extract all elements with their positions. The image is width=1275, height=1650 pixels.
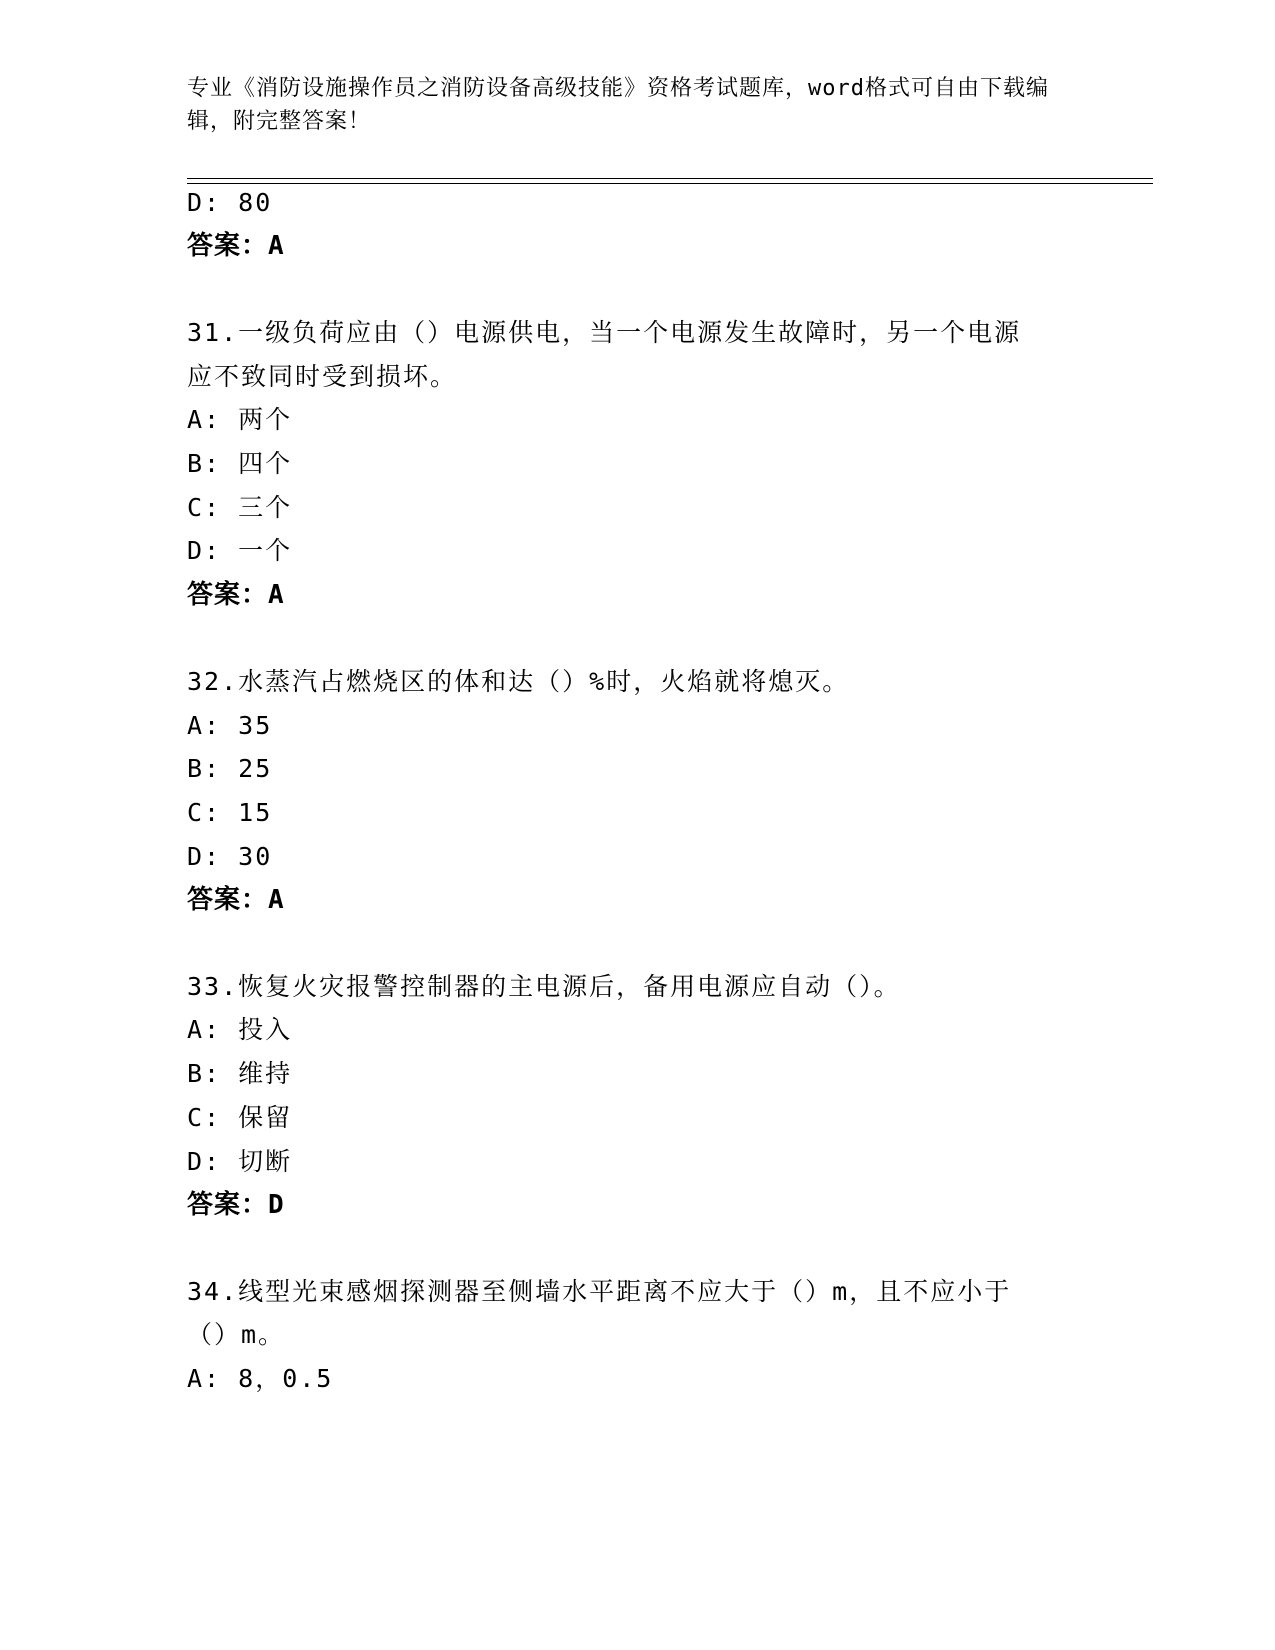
answer-label: 答案：: [187, 885, 269, 915]
header-rule-bottom: [187, 183, 1153, 184]
question-33-stem-line-1: 33.恢复火灾报警控制器的主电源后，备用电源应自动（）。: [187, 972, 901, 1001]
answer-label: 答案：: [187, 580, 269, 610]
question-31-answer: [187, 578, 285, 612]
question-31-stem-line-2: 应不致同时受到损坏。: [187, 362, 458, 391]
question-33-answer: [187, 1188, 285, 1222]
document-header: 专业《消防设施操作员之消防设备高级技能》资格考试题库，word格式可自由下载编辑，附完整答案！: [187, 76, 1049, 134]
question-31-stem-line-1: 31.一级负荷应由（）电源供电，当一个电源发生故障时，另一个电源: [187, 318, 1022, 347]
question-34-stem-line-1: 34.线型光束感烟探测器至侧墙水平距离不应大于（）m，且不应小于: [187, 1277, 1012, 1306]
question-31-option-a: A: 两个: [187, 405, 293, 434]
question-31-option-b: B: 四个: [187, 449, 293, 478]
question-33-option-a: A: 投入: [187, 1015, 293, 1044]
header-rule-top: [187, 178, 1153, 179]
question-34-option-a: A: 8，0.5: [187, 1364, 334, 1393]
question-32-option-a: A: 35: [187, 711, 273, 740]
question-32-answer: [187, 883, 285, 917]
option-d: D: 80: [187, 188, 273, 217]
answer-value: A: [268, 885, 285, 915]
question-32-option-c: C: 15: [187, 798, 273, 827]
answer-value: D: [268, 1190, 285, 1220]
question-32-stem-line-1: 32.水蒸汽占燃烧区的体和达（）%时，火焰就将熄灭。: [187, 667, 850, 696]
question-31-option-c: C: 三个: [187, 493, 293, 522]
answer-line: [187, 229, 285, 263]
question-31-option-d: D: 一个: [187, 536, 293, 565]
question-32-option-d: D: 30: [187, 842, 273, 871]
question-33-option-b: B: 维持: [187, 1059, 293, 1088]
answer-label: 答案：: [187, 231, 269, 261]
answer-value: A: [268, 580, 285, 610]
question-33-option-d: D: 切断: [187, 1147, 293, 1176]
question-33-option-c: C: 保留: [187, 1103, 293, 1132]
question-34-stem-line-2: （）m。: [187, 1320, 286, 1349]
answer-label: 答案：: [187, 1190, 269, 1220]
question-32-option-b: B: 25: [187, 754, 273, 783]
answer-value: A: [268, 231, 285, 261]
